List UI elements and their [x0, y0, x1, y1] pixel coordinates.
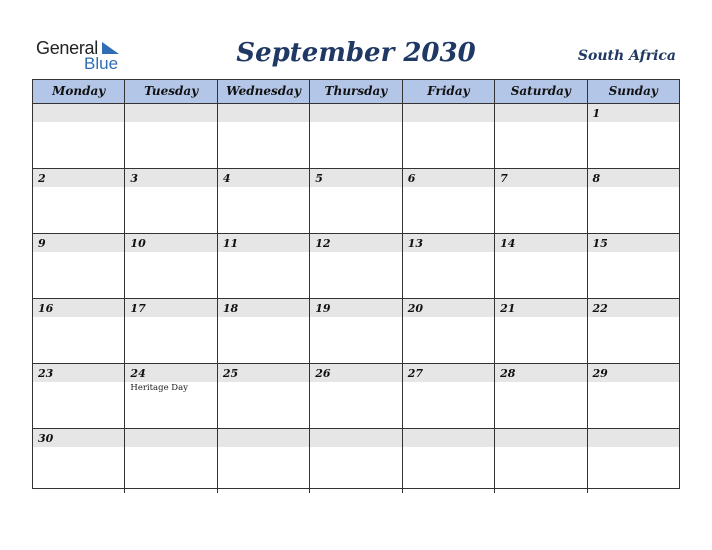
day-cell: [310, 364, 402, 428]
weekday-header-row: [33, 80, 679, 104]
day-band: [218, 429, 309, 447]
day-cell: [125, 429, 217, 493]
day-number: 19: [315, 302, 331, 315]
day-number: 13: [407, 237, 423, 250]
day-band: [403, 429, 494, 447]
day-cell: [310, 234, 402, 298]
holiday-label: Heritage Day: [130, 383, 188, 393]
day-band: [33, 104, 124, 122]
country-label: South Africa: [577, 48, 676, 64]
day-cell: [403, 364, 495, 428]
day-number: 12: [315, 237, 331, 250]
day-cell: [218, 169, 310, 233]
day-number: 17: [130, 302, 146, 315]
day-band: [588, 429, 679, 447]
day-cell: [495, 299, 587, 363]
weekday-header: Friday: [403, 80, 495, 103]
weekday-header: Wednesday: [218, 80, 310, 103]
day-cell: [403, 169, 495, 233]
day-number: 30: [38, 432, 54, 445]
day-number: 28: [500, 367, 516, 380]
weeks-container: [33, 104, 679, 493]
day-cell: [310, 104, 402, 168]
day-number: 25: [222, 367, 239, 380]
day-cell: [495, 429, 587, 493]
weekday-header: Monday: [33, 80, 125, 103]
day-band: [403, 169, 494, 187]
day-band: [495, 104, 586, 122]
day-cell: [33, 429, 125, 493]
day-band: [495, 169, 586, 187]
day-cell: [495, 234, 587, 298]
day-cell: [218, 364, 310, 428]
day-number: 7: [500, 172, 508, 185]
day-number: 3: [130, 172, 139, 185]
day-cell: [310, 169, 402, 233]
day-cell: [588, 169, 679, 233]
week-row: [33, 299, 679, 364]
logo-text-blue: Blue: [84, 54, 119, 73]
week-row: [33, 169, 679, 234]
day-cell: [495, 364, 587, 428]
day-cell: [125, 299, 217, 363]
calendar-grid: [32, 79, 680, 489]
day-cell: [588, 364, 679, 428]
day-cell: [33, 364, 125, 428]
day-cell: [588, 429, 679, 493]
day-cell: [310, 429, 402, 493]
day-number: 15: [592, 237, 608, 250]
day-number: 18: [222, 302, 239, 315]
day-number: 29: [592, 367, 608, 380]
day-cell: [218, 104, 310, 168]
day-number: 21: [500, 302, 516, 315]
logo-text-general: General: [36, 38, 98, 58]
day-band: [495, 429, 586, 447]
day-number: 24: [130, 367, 146, 380]
day-number: 16: [38, 302, 54, 315]
day-cell: [33, 299, 125, 363]
day-number: 23: [38, 367, 54, 380]
week-row: [33, 234, 679, 299]
day-number: 6: [407, 172, 416, 185]
week-row: [33, 429, 679, 493]
day-cell: [125, 169, 217, 233]
day-band: [33, 234, 124, 252]
day-cell: [218, 429, 310, 493]
day-cell: [495, 169, 587, 233]
day-band: [588, 104, 679, 122]
weekday-header: Tuesday: [125, 80, 217, 103]
day-cell: [403, 299, 495, 363]
day-cell: [588, 234, 679, 298]
day-cell: [588, 104, 679, 168]
day-band: [125, 169, 216, 187]
weekday-header: Sunday: [608, 84, 658, 98]
day-band: [403, 104, 494, 122]
day-cell: [218, 299, 310, 363]
day-cell: [125, 104, 217, 168]
day-cell: [33, 169, 125, 233]
day-cell: [588, 299, 679, 363]
day-band: [218, 104, 309, 122]
day-number: 26: [315, 367, 331, 380]
day-number: 11: [222, 237, 239, 250]
day-number: 22: [592, 302, 608, 315]
week-row: [33, 104, 679, 169]
day-band: [310, 104, 401, 122]
day-number: 14: [500, 237, 516, 250]
day-cell: [403, 234, 495, 298]
day-band: [33, 169, 124, 187]
day-cell: [218, 234, 310, 298]
day-number: 10: [130, 237, 146, 250]
week-row: [33, 364, 679, 429]
day-number: 5: [315, 172, 323, 185]
day-cell: [33, 234, 125, 298]
day-cell: [403, 104, 495, 168]
day-band: [218, 169, 309, 187]
day-band: [125, 429, 216, 447]
day-cell: [125, 364, 217, 428]
day-band: [310, 169, 401, 187]
day-number: 8: [592, 172, 601, 185]
day-number: 20: [407, 302, 423, 315]
day-band: [310, 429, 401, 447]
day-cell: [33, 104, 125, 168]
day-cell: [310, 299, 402, 363]
day-number: 27: [407, 367, 423, 380]
calendar-title: September 2030: [236, 38, 476, 68]
day-band: [588, 169, 679, 187]
day-band: [125, 104, 216, 122]
day-cell: [495, 104, 587, 168]
weekday-header: Thursday: [310, 80, 402, 103]
day-number: 4: [222, 172, 231, 185]
day-cell: [125, 234, 217, 298]
day-number: 9: [38, 237, 46, 250]
day-number: 2: [38, 172, 46, 185]
day-cell: [403, 429, 495, 493]
weekday-header: Saturday: [495, 80, 587, 103]
day-number: 1: [592, 107, 601, 120]
